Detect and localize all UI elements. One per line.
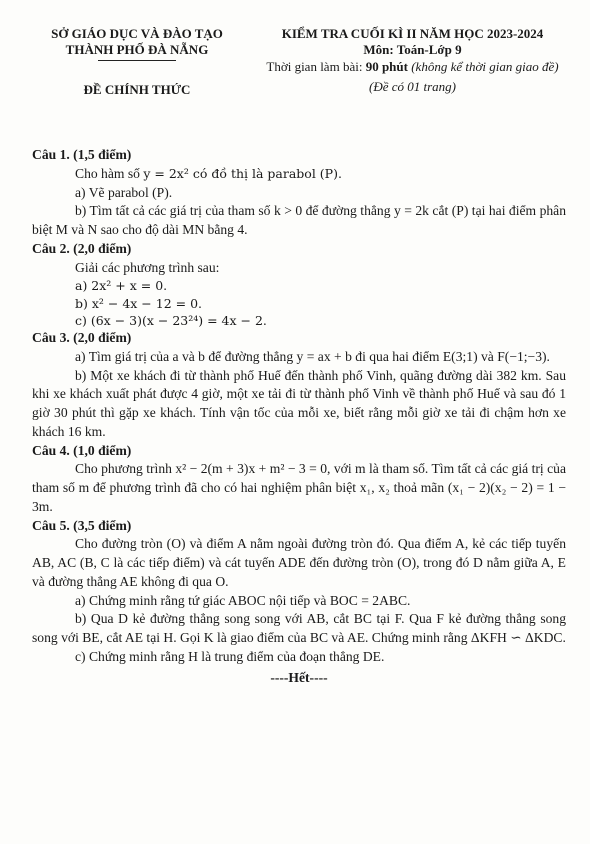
question-4-title: Câu 4. (1,0 điểm) xyxy=(32,442,132,458)
header-right xyxy=(240,26,585,95)
subject: Môn: Toán-Lớp 9 xyxy=(363,42,462,57)
city-name: THÀNH PHỐ ĐÀ NẴNG xyxy=(65,42,209,57)
question-5-part-c: c) Chứng minh rằng H là trung điểm của đoạn thẳng DE. xyxy=(75,648,385,664)
exam-title: KIỂM TRA CUỐI KÌ II NĂM HỌC 2023-2024 xyxy=(281,26,544,41)
question-2-title: Câu 2. (2,0 điểm) xyxy=(32,240,132,256)
official-label: ĐỀ CHÍNH THỨC xyxy=(83,82,191,97)
department-name: SỞ GIÁO DỤC VÀ ĐÀO TẠO xyxy=(51,26,223,41)
question-5-text: Cho đường tròn (O) và điểm A nằm ngoài đường tròn đó. Qua điểm A, kẻ các tiếp tuyến AB, AC (B, C là các tiếp điểm) và cát tuyến ADE đến đường tròn (O), trong đó D nằm giữa A, E và đường thẳng AE không đi qua O. xyxy=(32,536,566,589)
time-label: Thời gian làm bài: xyxy=(266,59,366,74)
end-marker: ----Hết---- xyxy=(270,669,328,685)
question-1-part-b: b) Tìm tất cả các giá trị của tham số k > 0 để đường thẳng y = 2k cắt (P) tại hai điểm phân biệt M và N sao cho độ dài MN bằng 4. xyxy=(32,203,566,237)
question-5-title: Câu 5. (3,5 điểm) xyxy=(32,517,132,533)
question-2-part-c: c) (6x − 3)(x − 23²⁴) = 4x − 2. xyxy=(75,312,267,328)
question-3-part-b: b) Một xe khách đi từ thành phố Huế đến thành phố Vinh, quãng đường dài 382 km. Sau khi xe khách xuất phát được 4 giờ, một xe tải đi từ thành phố Vinh về thành phố Huế và sau đó 1 giờ 30 phút thì gặp xe khách. Tính vận tốc của mỗi xe, biết rằng mỗi giờ xe tải đi chậm hơn xe khách 16 km. xyxy=(32,367,566,439)
time-line xyxy=(240,58,585,75)
question-5-part-b: b) Qua D kẻ đường thẳng song song với AB, cắt BC tại F. Qua F kẻ đường thẳng song song với BE, cắt AE tại H. Gọi K là giao điểm của BC và AE. Chứng minh rằng ΔKFH ∽ ΔKDC. xyxy=(32,611,566,645)
question-3-title: Câu 3. (2,0 điểm) xyxy=(32,330,132,345)
question-4-text: Cho phương trình x² − 2(m + 3)x + m² − 3 = 0, với m là tham số. Tìm tất cả các giá trị của tham số m để phương trình đã cho có hai nghiệm phân biệt x₁, x₂ thoả mãn (x₁ − 2)(x₂ − 2) = 1 − 3m. xyxy=(32,461,566,514)
question-5-part-a: a) Chứng minh rằng tứ giác ABOC nội tiếp và BOC = 2ABC. xyxy=(75,592,411,608)
question-2-part-b: b) x² − 4x − 12 = 0. xyxy=(75,295,203,311)
question-2-part-a: a) 2x² + x = 0. xyxy=(75,278,168,294)
header-left xyxy=(32,26,242,99)
header-rule xyxy=(98,60,176,61)
question-1-part-a: a) Vẽ parabol (P). xyxy=(75,184,173,200)
exam-body xyxy=(32,146,566,687)
time-value: 90 phút xyxy=(365,59,408,74)
question-3-part-a: a) Tìm giá trị của a và b để đường thẳng y = ax + b đi qua hai điểm E(3;1) và F(−1;−3). xyxy=(75,348,550,364)
time-note: (không kể thời gian giao đề) xyxy=(407,59,559,74)
pages-note: (Đề có 01 trang) xyxy=(368,79,456,94)
question-2-intro: Giải các phương trình sau: xyxy=(75,259,220,275)
question-1-intro: Cho hàm số y = 2x² có đồ thị là parabol (P). xyxy=(75,165,342,181)
question-1-title: Câu 1. (1,5 điểm) xyxy=(32,147,132,162)
